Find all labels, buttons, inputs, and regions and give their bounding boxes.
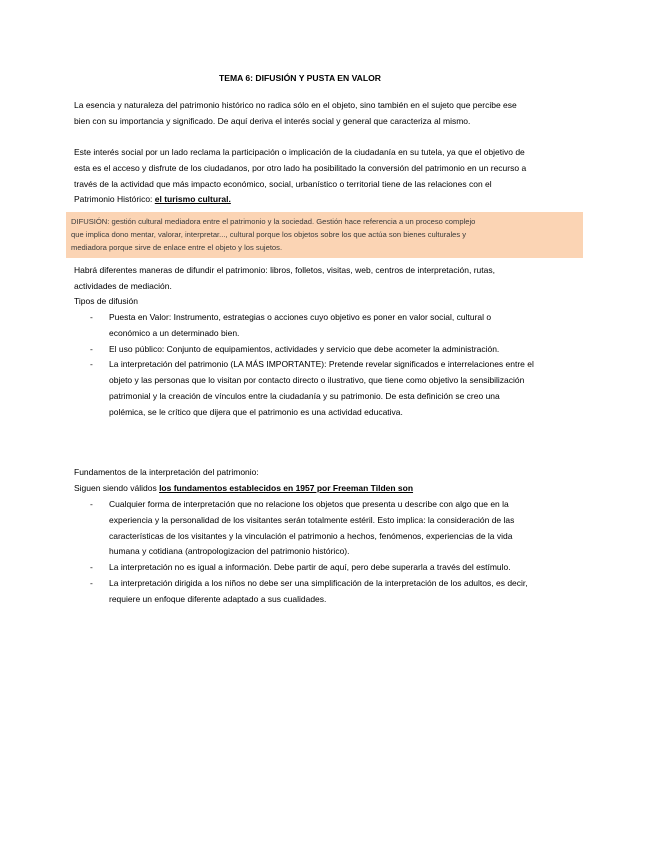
callout-line-1: DIFUSIÓN: gestión cultural mediadora entre el patrimonio y la sociedad. Gestión hace referencia a un proceso complejo	[71, 217, 476, 226]
tilden-fundamentals-link: los fundamentos establecidos en 1957 por Freeman Tilden son	[159, 483, 414, 493]
cultural-tourism-link: el turismo cultural.	[154, 194, 231, 205]
list-item: - Puesta en Valor: Instrumento, estrategias o acciones cuyo objetivo es poner en valor social, cultural o económico a un determinado bien.	[90, 310, 534, 342]
list-item: - Cualquier forma de interpretación que no relacione los objetos que presenta u describe con algo que en la experiencia y la personalidad de los visitantes serán totalmente estéril. Esto implica: la consideración de las características de los visitantes y la vinculación el patrimonio a hechos, fenómenos, experiencias de la vida humana y cotidiana (antropologizacion del patrimonio histórico).	[90, 497, 534, 560]
list-item: - La interpretación no es igual a información. Debe partir de aquí, pero debe superarla a través del estímulo.	[90, 560, 534, 576]
fundamentos-intro	[74, 481, 544, 497]
list-item: - La interpretación dirigida a los niños no debe ser una simplificación de la interpretación de los adultos, es decir, requiere un enfoque diferente adaptado a sus cualidades.	[90, 576, 534, 608]
fundamentos-list	[90, 497, 534, 608]
intro-paragraph-1: La esencia y naturaleza del patrimonio histórico no radica sólo en el objeto, sino también en el sujeto que percibe ese bien con su importancia y significado. De aquí deriva el interés social y general que caracteriza al mismo.	[74, 100, 517, 126]
callout-line-3: mediadora porque sirve de enlace entre el objeto y los sujetos.	[71, 243, 283, 252]
list-item: - El uso público: Conjunto de equipamientos, actividades y servicio que debe acometer la administración.	[90, 342, 534, 358]
list-item: - La interpretación del patrimonio (LA MÁS IMPORTANTE): Pretende revelar significados e interrelaciones entre el objeto y las personas que lo visitan por contacto directo o ilustrativo, que tiene como objetivo la sensibilización patrimonial y la creación de vínculos entre la ciudadanía y su patrimonio. De esta definición se creo una polémica, se le crítico que dijera que el patrimonio es una actividad educativa.	[90, 357, 534, 420]
fundamentos-intro-text: Siguen siendo válidos	[74, 483, 160, 493]
fundamentos-heading: Fundamentos de la interpretación del patrimonio:	[74, 467, 259, 477]
difusion-types-list	[90, 310, 534, 421]
intro-paragraph-2-text: Este interés social por un lado reclama la participación o implicación de la ciudadanía en su tutela, ya que el objetivo de esta es el acceso y disfrute de los ciudadanos, por otro lado ha posibilitado la conversión del patrimonio en un recurso a través de la actividad que más impacto económico, social, urbanístico o territorial tiene de las relaciones con el Patrimonio Histórico:	[74, 147, 527, 205]
callout-line-2: que implica dono mentar, valorar, interpretar..., cultural porque los objetos sobre los que actúa son bienes culturales y	[71, 230, 467, 239]
intro-paragraph-2	[74, 145, 532, 208]
page-title: TEMA 6: DIFUSIÓN Y PUSTA EN VALOR	[218, 73, 382, 83]
types-heading: Tipos de difusión	[74, 296, 138, 306]
difusion-definition-callout	[66, 212, 583, 258]
difusion-paragraph: Habrá diferentes maneras de difundir el patrimonio: libros, folletos, visitas, web, centros de interpretación, rutas, actividades de mediación.	[74, 265, 495, 291]
